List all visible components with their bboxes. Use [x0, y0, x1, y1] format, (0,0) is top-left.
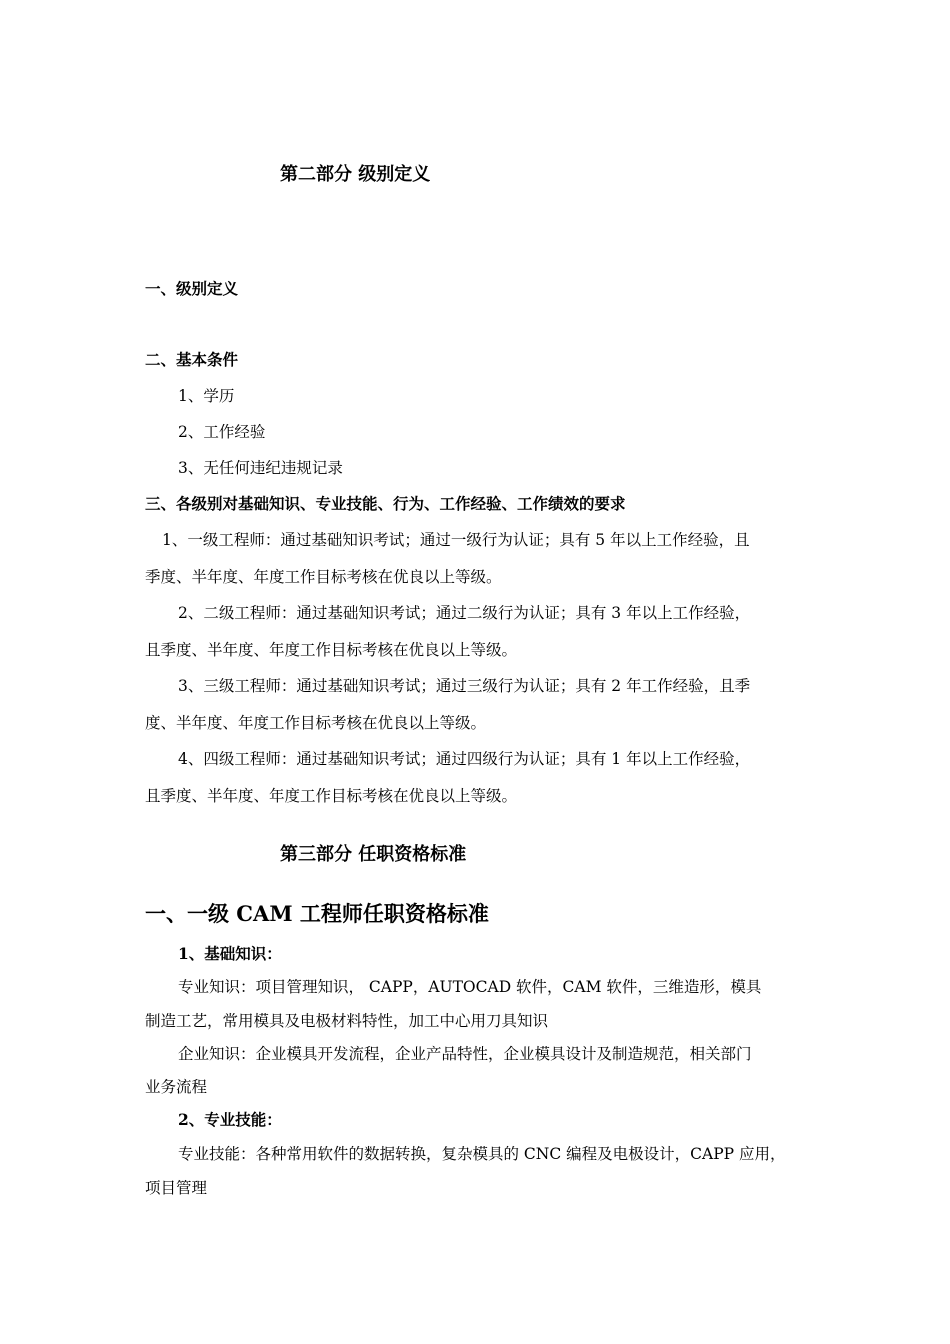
part3-subtitle: 一、一级 CAM 工程师任职资格标准	[145, 901, 489, 926]
professional-knowledge-line: 专业知识：项目管理知识， CAPP，AUTOCAD 软件，CAM 软件，三维造形，模具	[178, 978, 762, 996]
requirement-line: 2、二级工程师：通过基础知识考试；通过二级行为认证；具有 3 年以上工作经验，	[178, 604, 751, 622]
basic-knowledge-heading: 1、基础知识：	[178, 944, 282, 963]
part3-title: 第三部分 任职资格标准	[280, 844, 467, 865]
enterprise-knowledge-line: 企业知识：企业模具开发流程，企业产品特性，企业模具设计及制造规范，相关部门	[178, 1045, 752, 1063]
professional-knowledge-line: 制造工艺，常用模具及电极材料特性，加工中心用刀具知识	[145, 1012, 549, 1030]
list-item: 3、无任何违纪违规记录	[178, 459, 343, 477]
part2-title: 第二部分 级别定义	[280, 164, 431, 185]
professional-skill-heading: 2、专业技能：	[178, 1110, 282, 1129]
professional-skill-line: 项目管理	[145, 1179, 208, 1197]
requirement-line: 且季度、半年度、年度工作目标考核在优良以上等级。	[145, 641, 518, 659]
professional-skill-line: 专业技能：各种常用软件的数据转换，复杂模具的 CNC 编程及电极设计，CAPP 应用，	[178, 1145, 786, 1163]
requirement-line: 度、半年度、年度工作目标考核在优良以上等级。	[145, 714, 487, 732]
requirement-line: 4、四级工程师：通过基础知识考试；通过四级行为认证；具有 1 年以上工作经验，	[178, 750, 751, 768]
list-item: 2、工作经验	[178, 423, 266, 441]
requirement-line: 季度、半年度、年度工作目标考核在优良以上等级。	[145, 568, 502, 586]
requirement-line: 且季度、半年度、年度工作目标考核在优良以上等级。	[145, 787, 518, 805]
requirement-line: 3、三级工程师：通过基础知识考试；通过三级行为认证；具有 2 年工作经验，且季	[178, 677, 751, 695]
section-heading-basic-conditions: 二、基本条件	[145, 350, 239, 369]
section-heading-requirements: 三、各级别对基础知识、专业技能、行为、工作经验、工作绩效的要求	[145, 494, 626, 513]
list-item: 1、学历	[178, 387, 235, 405]
section-heading-level-definition: 一、级别定义	[145, 279, 239, 298]
requirement-line: 1、一级工程师：通过基础知识考试；通过一级行为认证；具有 5 年以上工作经验，且	[162, 531, 750, 549]
enterprise-knowledge-line: 业务流程	[145, 1078, 208, 1096]
